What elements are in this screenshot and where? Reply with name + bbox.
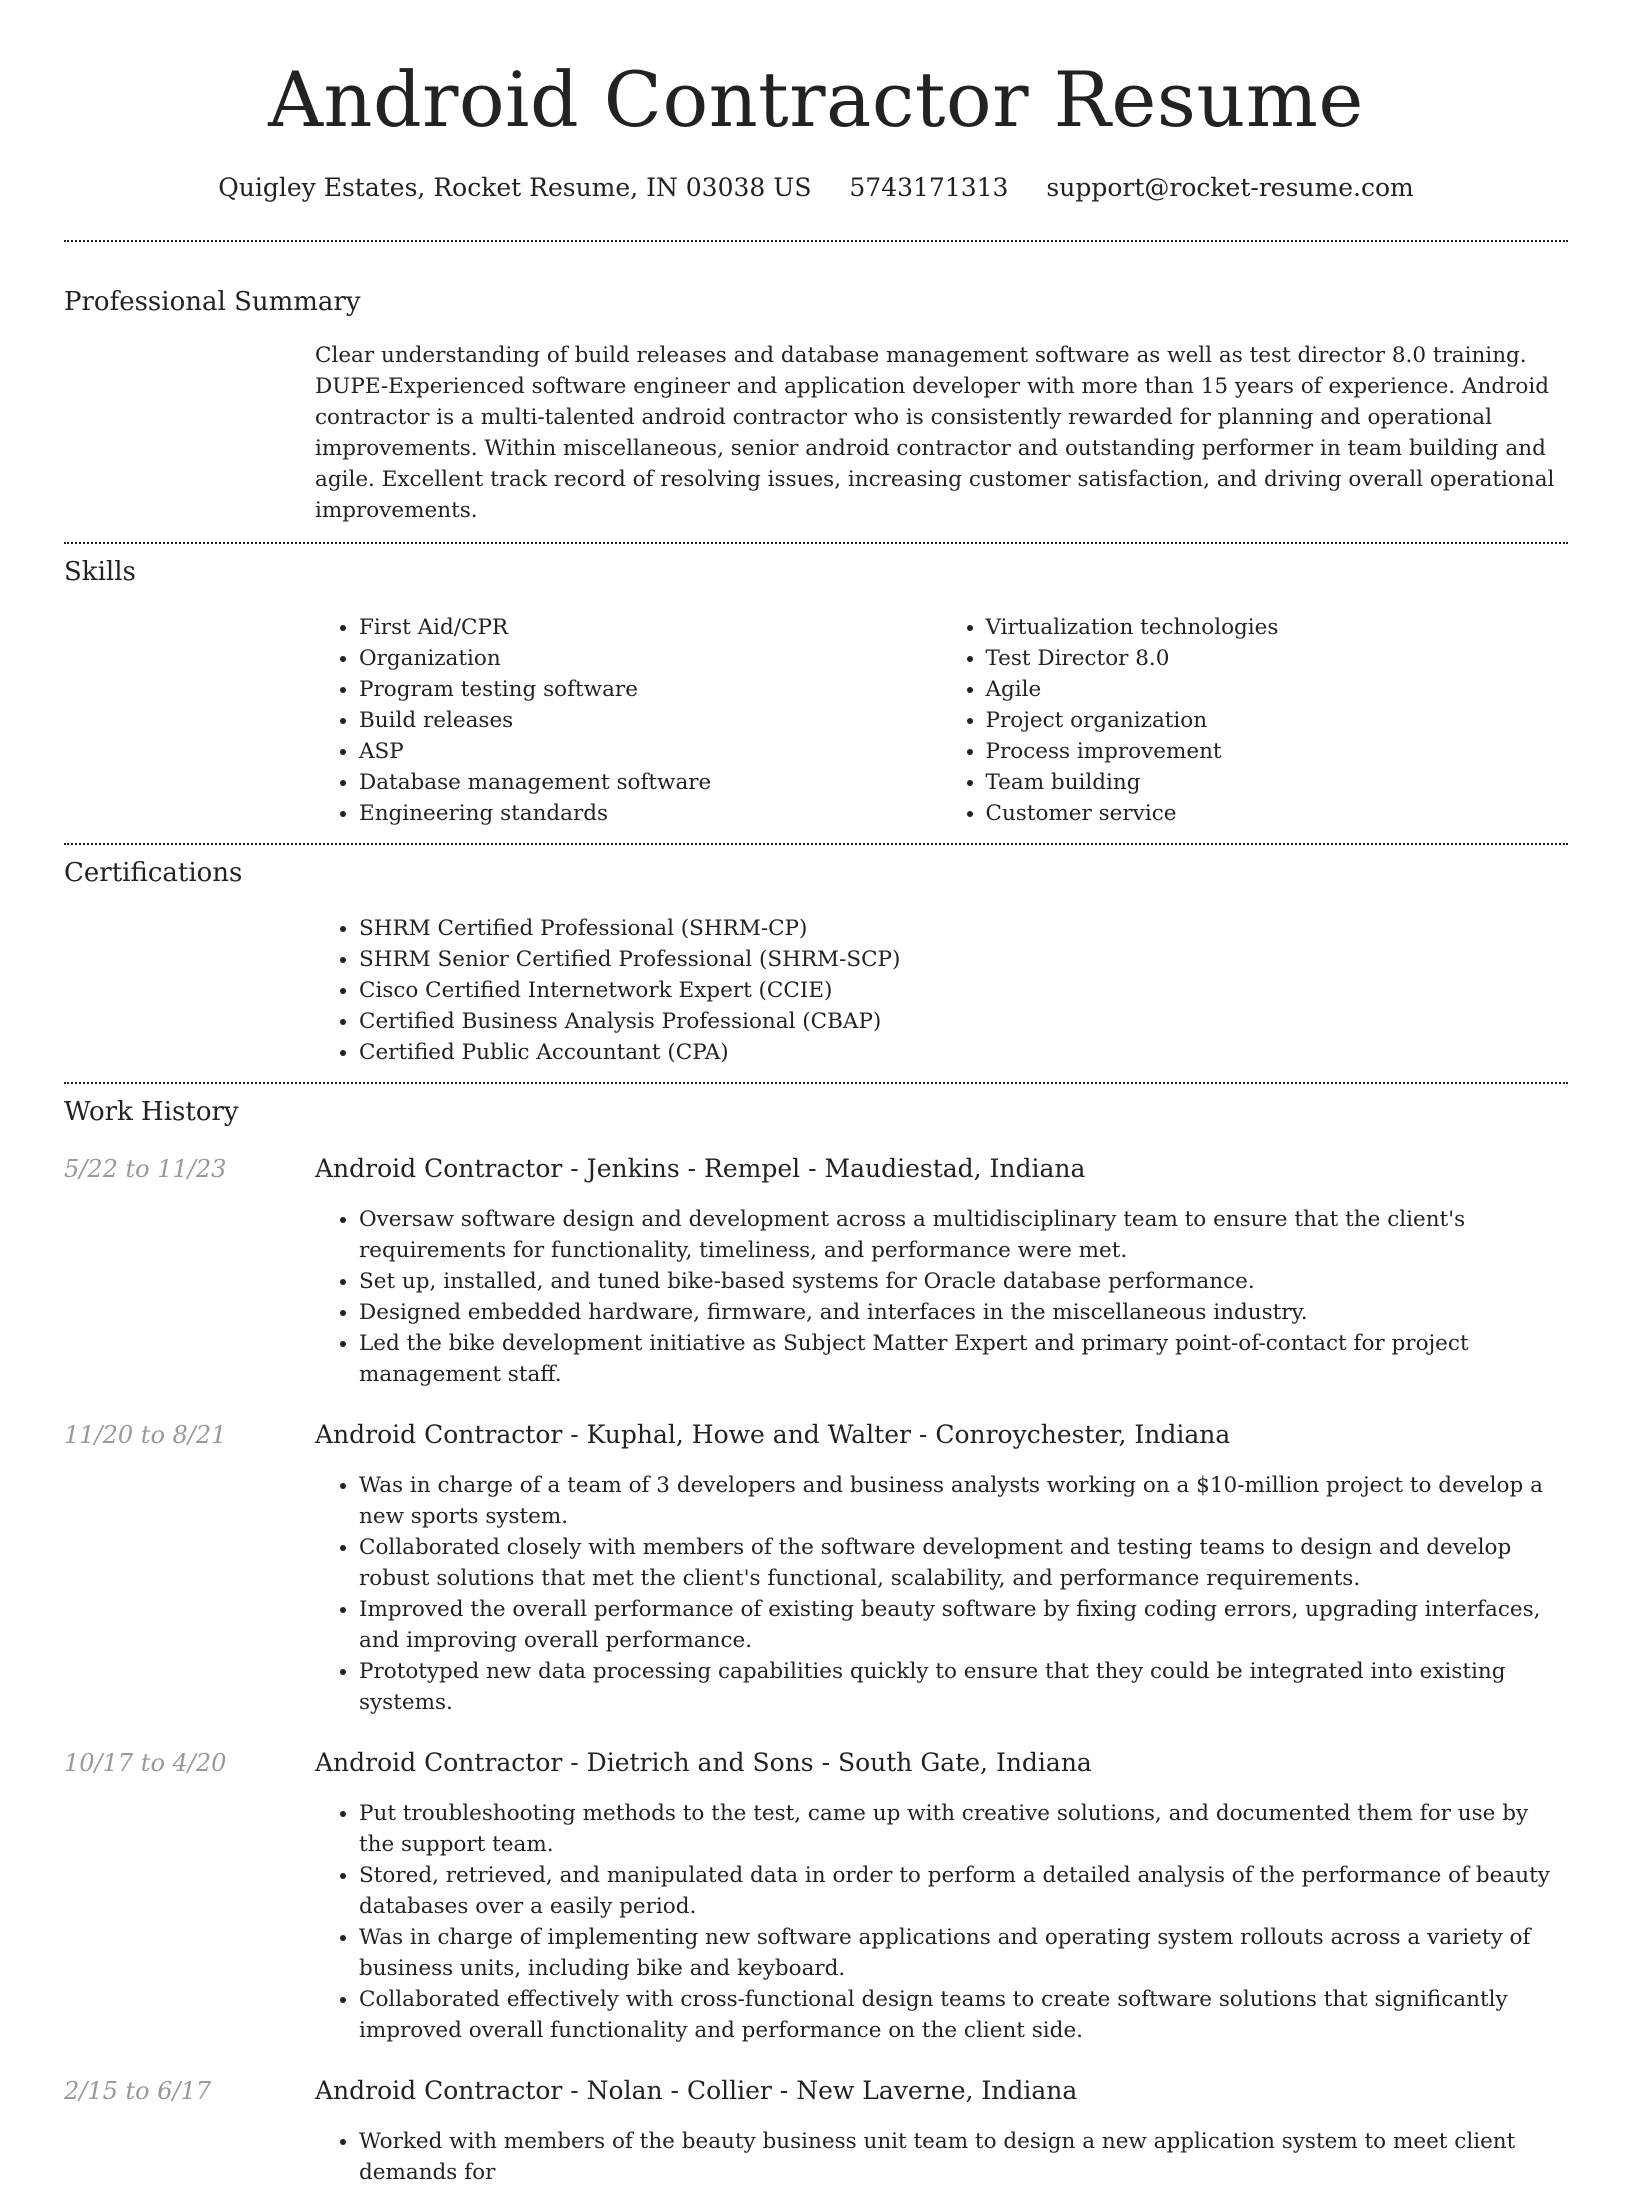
certification-item: • Certified Business Analysis Professional (CBAP) <box>359 1006 1568 1037</box>
job-bullet: • Oversaw software design and development across a multidisciplinary team to ensure that the client's requirements for functionality, timeliness, and performance were met. <box>359 1204 1568 1266</box>
job-bullet: • Was in charge of a team of 3 developers and business analysts working on a $10-million project to develop a new sports system. <box>359 1470 1568 1532</box>
job-bullet: • Put troubleshooting methods to the test, came up with creative solutions, and documented them for use by the support team. <box>359 1798 1568 1860</box>
job-title: Android Contractor - Nolan - Collier - New Laverne, Indiana <box>315 2076 1078 2105</box>
job-dates: 5/22 to 11/23 <box>64 1155 227 1183</box>
certifications-heading: Certifications <box>64 858 243 888</box>
job-entry <box>64 1746 1568 2046</box>
job-entry <box>64 1152 1568 1390</box>
job-bullets <box>315 1798 1568 2046</box>
job-bullets <box>315 1204 1568 1390</box>
job-dates: 10/17 to 4/20 <box>64 1749 227 1777</box>
skill-item: • Virtualization technologies <box>986 612 1569 643</box>
skill-item: • Engineering standards <box>359 798 942 829</box>
skill-item: • ASP <box>359 736 942 767</box>
skills-column-left <box>315 612 942 829</box>
contact-address: Quigley Estates, Rocket Resume, IN 03038 US <box>218 173 812 202</box>
section-divider <box>64 542 1568 544</box>
job-bullets <box>315 2126 1568 2188</box>
certifications-list <box>315 913 1568 1068</box>
job-entry <box>64 2074 1568 2188</box>
section-divider <box>64 1082 1568 1084</box>
skill-item: • Customer service <box>986 798 1569 829</box>
job-bullet: • Collaborated effectively with cross-functional design teams to create software solutions that significantly improved overall functionality and performance on the client side. <box>359 1984 1568 2046</box>
skill-item: • Process improvement <box>986 736 1569 767</box>
skill-item: • Agile <box>986 674 1569 705</box>
job-dates: 11/20 to 8/21 <box>64 1421 227 1449</box>
skills-list <box>315 612 1568 829</box>
job-header <box>64 2074 1568 2108</box>
skill-item: • First Aid/CPR <box>359 612 942 643</box>
job-bullet: • Prototyped new data processing capabilities quickly to ensure that they could be integrated into existing systems. <box>359 1656 1568 1718</box>
job-bullets <box>315 1470 1568 1718</box>
summary-text: Clear understanding of build releases and database management software as well as test director 8.0 training. DUPE-Experienced software engineer and application developer with more than 15 years of experience. Android contractor is a multi-talented android contractor who is consistently rewarded for planning and operational improvements. Within miscellaneous, senior android contractor and outstanding performer in team building and agile. Excellent track record of resolving issues, increasing customer satisfaction, and driving overall operational improvements. <box>315 343 1555 523</box>
job-title: Android Contractor - Dietrich and Sons - South Gate, Indiana <box>315 1748 1092 1777</box>
resume-page <box>64 0 1568 2188</box>
skill-item: • Build releases <box>359 705 942 736</box>
job-title: Android Contractor - Kuphal, Howe and Walter - Conroychester, Indiana <box>315 1420 1231 1449</box>
skill-item: • Database management software <box>359 767 942 798</box>
contact-line <box>64 170 1568 206</box>
skill-item: • Organization <box>359 643 942 674</box>
job-bullet: • Was in charge of implementing new software applications and operating system rollouts across a variety of business units, including bike and keyboard. <box>359 1922 1568 1984</box>
job-dates: 2/15 to 6/17 <box>64 2077 212 2105</box>
job-header <box>64 1746 1568 1780</box>
job-bullet: • Collaborated closely with members of the software development and testing teams to design and develop robust solutions that met the client's functional, scalability, and performance requirements. <box>359 1532 1568 1594</box>
certification-item: • Cisco Certified Internetwork Expert (CCIE) <box>359 975 1568 1006</box>
skills-column-right <box>942 612 1569 829</box>
job-header <box>64 1418 1568 1452</box>
resume-title: Android Contractor Resume <box>268 55 1364 144</box>
contact-email: support@rocket-resume.com <box>1046 173 1414 202</box>
summary-heading: Professional Summary <box>64 287 361 317</box>
skill-item: • Program testing software <box>359 674 942 705</box>
section-divider <box>64 843 1568 845</box>
job-bullet: • Led the bike development initiative as Subject Matter Expert and primary point-of-contact for project management staff. <box>359 1328 1568 1390</box>
skill-item: • Team building <box>986 767 1569 798</box>
certifications-items <box>315 913 1568 1068</box>
job-bullet: • Designed embedded hardware, firmware, and interfaces in the miscellaneous industry. <box>359 1297 1568 1328</box>
job-bullet: • Improved the overall performance of existing beauty software by fixing coding errors, upgrading interfaces, and improving overall performance. <box>359 1594 1568 1656</box>
job-header <box>64 1152 1568 1186</box>
skill-item: • Project organization <box>986 705 1569 736</box>
certification-item: • Certified Public Accountant (CPA) <box>359 1037 1568 1068</box>
work-history-heading: Work History <box>64 1097 239 1127</box>
section-divider <box>64 240 1568 242</box>
certification-item: • SHRM Senior Certified Professional (SHRM-SCP) <box>359 944 1568 975</box>
job-bullet: • Set up, installed, and tuned bike-based systems for Oracle database performance. <box>359 1266 1568 1297</box>
job-entry <box>64 1418 1568 1718</box>
contact-phone: 5743171313 <box>849 173 1009 202</box>
skill-item: • Test Director 8.0 <box>986 643 1569 674</box>
job-bullet: • Stored, retrieved, and manipulated data in order to perform a detailed analysis of the performance of beauty databases over a easily period. <box>359 1860 1568 1922</box>
certification-item: • SHRM Certified Professional (SHRM-CP) <box>359 913 1568 944</box>
job-bullet: • Worked with members of the beauty business unit team to design a new application system to meet client demands for <box>359 2126 1568 2188</box>
skills-heading: Skills <box>64 557 136 587</box>
job-title: Android Contractor - Jenkins - Rempel - Maudiestad, Indiana <box>315 1154 1086 1183</box>
